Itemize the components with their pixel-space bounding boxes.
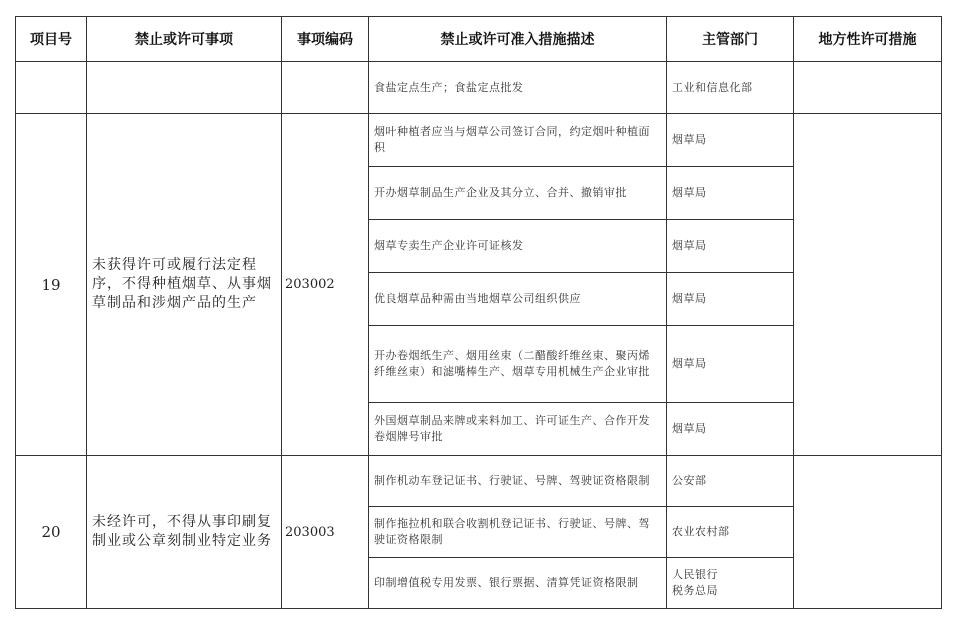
item-number: 19 — [16, 114, 87, 456]
item-code: 203003 — [282, 456, 369, 609]
cell-description: 食盐定点生产；食盐定点批发 — [369, 62, 667, 114]
table-row — [16, 456, 942, 507]
measure-department: 烟草局 — [667, 167, 794, 220]
measure-description: 制作机动车登记证书、行驶证、号牌、驾驶证资格限制 — [369, 456, 667, 507]
cell-code — [282, 62, 369, 114]
measure-description: 优良烟草品种需由当地烟草公司组织供应 — [369, 273, 667, 326]
header-row — [16, 17, 942, 62]
table-row — [16, 114, 942, 167]
measure-description: 开办烟草制品生产企业及其分立、合并、撤销审批 — [369, 167, 667, 220]
item-matter: 未获得许可或履行法定程序，不得种植烟草、从事烟草制品和涉烟产品的生产 — [87, 114, 282, 456]
header-code: 事项编码 — [282, 17, 369, 62]
header-description: 禁止或许可准入措施描述 — [369, 17, 667, 62]
measure-department: 农业农村部 — [667, 507, 794, 558]
permit-table — [15, 16, 942, 609]
header-local-measure: 地方性许可措施 — [794, 17, 942, 62]
item-local-measure — [794, 114, 942, 456]
cell-matter — [87, 62, 282, 114]
header-matter: 禁止或许可事项 — [87, 17, 282, 62]
header-department: 主管部门 — [667, 17, 794, 62]
measure-department: 烟草局 — [667, 273, 794, 326]
measure-description: 印制增值税专用发票、银行票据、清算凭证资格限制 — [369, 558, 667, 609]
measure-department: 烟草局 — [667, 114, 794, 167]
cell-number — [16, 62, 87, 114]
measure-department: 烟草局 — [667, 403, 794, 456]
measure-department: 烟草局 — [667, 326, 794, 403]
measure-department: 公安部 — [667, 456, 794, 507]
cell-department: 工业和信息化部 — [667, 62, 794, 114]
item-matter: 未经许可，不得从事印刷复制业或公章刻制业特定业务 — [87, 456, 282, 609]
measure-description: 外国烟草制品来牌或来料加工、许可证生产、合作开发卷烟牌号审批 — [369, 403, 667, 456]
cell-local-measure — [794, 62, 942, 114]
measure-description: 制作拖拉机和联合收割机登记证书、行驶证、号牌、驾驶证资格限制 — [369, 507, 667, 558]
measure-department: 烟草局 — [667, 220, 794, 273]
measure-description: 烟叶种植者应当与烟草公司签订合同，约定烟叶种植面积 — [369, 114, 667, 167]
item-local-measure — [794, 456, 942, 609]
measure-department: 人民银行 税务总局 — [667, 558, 794, 609]
item-code: 203002 — [282, 114, 369, 456]
table-row — [16, 62, 942, 114]
measure-description: 烟草专卖生产企业许可证核发 — [369, 220, 667, 273]
header-item-number: 项目号 — [16, 17, 87, 62]
item-number: 20 — [16, 456, 87, 609]
measure-description: 开办卷烟纸生产、烟用丝束（二醋酸纤维丝束、聚丙烯纤维丝束）和滤嘴棒生产、烟草专用机械生产企业审批 — [369, 326, 667, 403]
